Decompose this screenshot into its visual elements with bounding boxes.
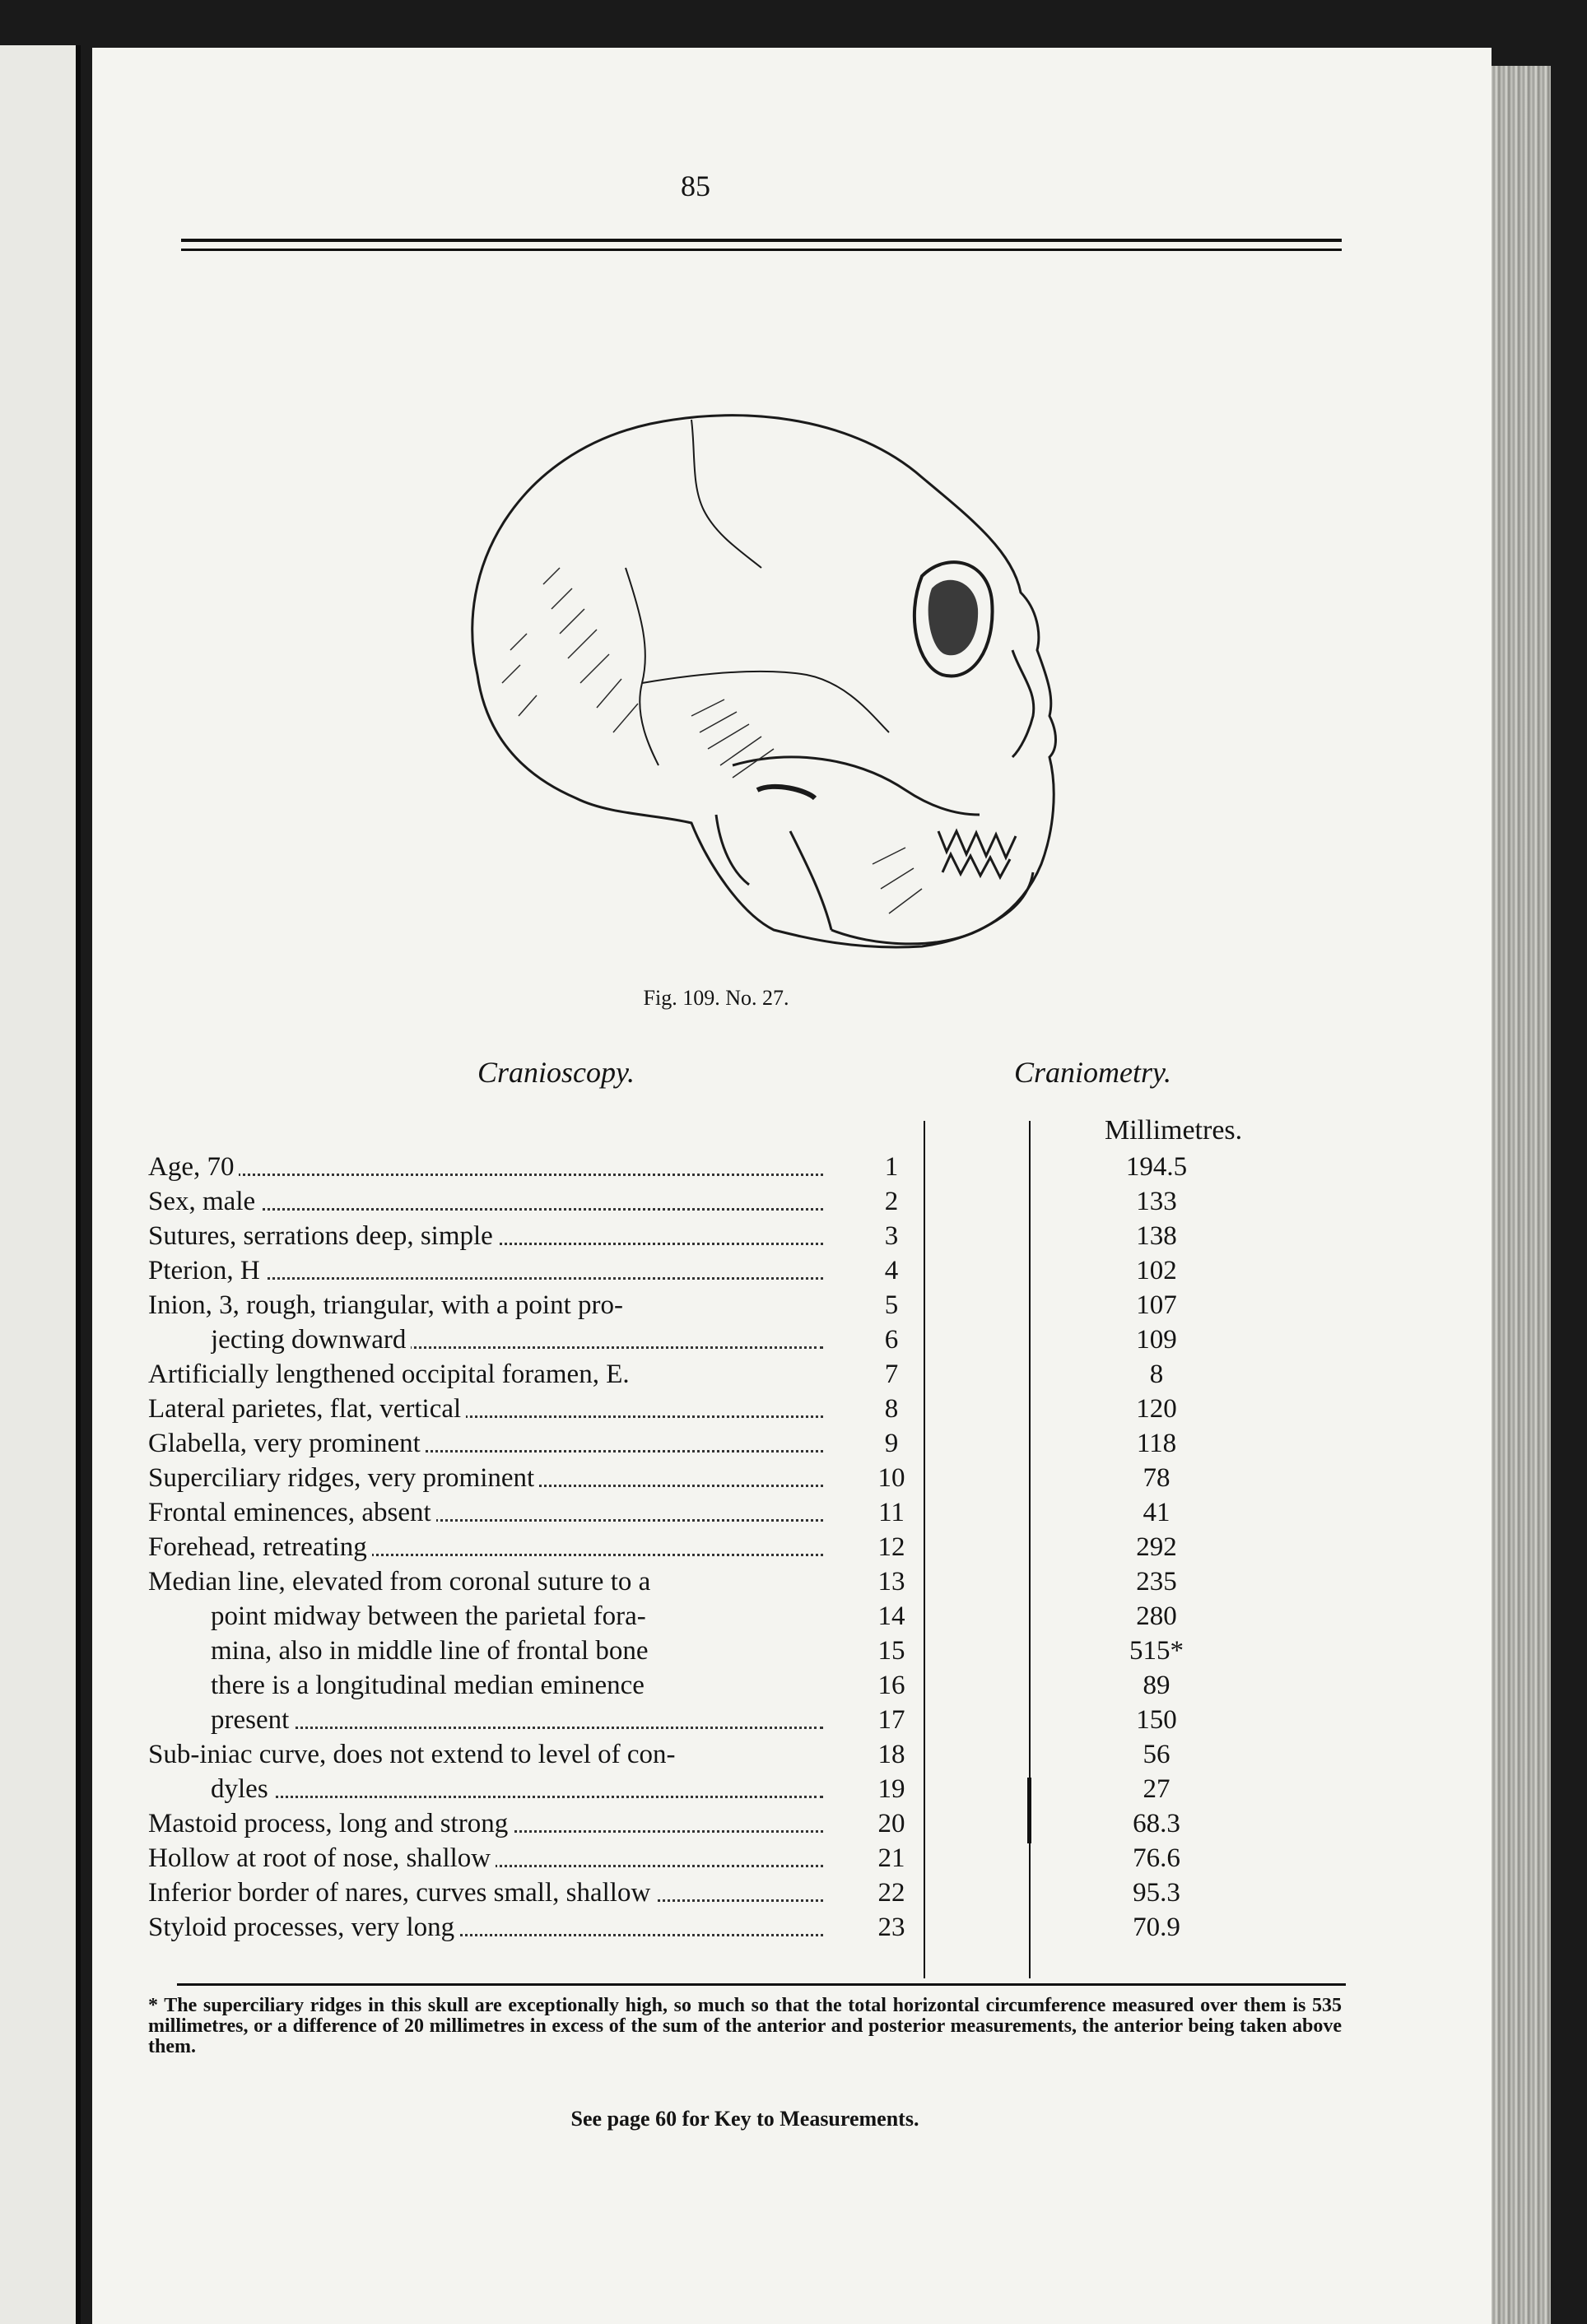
table-row-value: 41 (1143, 1498, 1170, 1527)
footnote-text: * The superciliary ridges in this skull are exceptionally high, so much so that the total horizontal circumference measured over them is 535 millimetres, or a difference of 20 millimetres in excess of the sum of the anterior and posterior measurements, the anterior being taken above them. (148, 1995, 1342, 2057)
table-divider-right (1029, 1121, 1031, 1978)
table-row-value: 95.3 (1133, 1878, 1180, 1908)
table-row-value: 515* (1129, 1636, 1184, 1666)
key-note: See page 60 for Key to Measurements. (570, 2107, 919, 2131)
table-row-text: Inion, 3, rough, triangular, with a point pro- (148, 1288, 823, 1322)
table-row-text: Hollow at root of nose, shallow (148, 1841, 823, 1875)
table-row-text: point midway between the parietal fora- (211, 1599, 823, 1634)
table-row-text: Sex, male (148, 1184, 823, 1219)
table-row-text: Age, 70 (148, 1150, 823, 1184)
table-row-text: Lateral parietes, flat, vertical (148, 1392, 823, 1426)
table-row-value: 102 (1136, 1256, 1177, 1285)
table-row-value: 76.6 (1133, 1843, 1180, 1873)
table-row-text: Sutures, serrations deep, simple (148, 1219, 823, 1253)
table-row-value: 70.9 (1133, 1913, 1180, 1942)
table-row-value: 133 (1136, 1187, 1177, 1216)
table-row-number: 3 (884, 1221, 899, 1251)
book-page-edges (1492, 66, 1551, 2324)
table-row-number: 18 (877, 1740, 905, 1769)
table-row-value: 235 (1136, 1567, 1177, 1597)
figure-caption: Fig. 109. No. 27. (643, 986, 789, 1010)
table-row-text: Median line, elevated from coronal suture to a (148, 1564, 823, 1599)
table-row-text: Forehead, retreating (148, 1530, 823, 1564)
table-row-number: 22 (877, 1878, 905, 1908)
table-row-value: 68.3 (1133, 1809, 1180, 1838)
table-row-number: 13 (877, 1567, 905, 1597)
table-row-text: Styloid processes, very long (148, 1910, 823, 1945)
table-row-value: 89 (1143, 1671, 1170, 1700)
table-row-number: 21 (877, 1843, 905, 1873)
table-row-text: Sub-iniac curve, does not extend to level of con- (148, 1737, 823, 1772)
header-rule-top (181, 239, 1342, 242)
table-row-value: 109 (1136, 1325, 1177, 1355)
table-row-text: Artificially lengthened occipital foramen, E. (148, 1357, 823, 1392)
table-row-text: mina, also in middle line of frontal bone (211, 1634, 823, 1668)
table-row-value: 120 (1136, 1394, 1177, 1424)
table-row-number: 23 (877, 1913, 905, 1942)
table-row-number: 9 (884, 1429, 899, 1458)
table-row-number: 8 (884, 1394, 899, 1424)
table-row-text: present (211, 1703, 823, 1737)
table-row-value: 78 (1143, 1463, 1170, 1493)
table-row-number: 4 (884, 1256, 899, 1285)
table-row-number: 15 (877, 1636, 905, 1666)
table-row-number: 19 (877, 1774, 905, 1804)
footnote-rule (177, 1983, 1346, 1986)
table-row-number: 6 (884, 1325, 899, 1355)
table-row-text: Superciliary ridges, very prominent (148, 1461, 823, 1495)
table-row-value: 27 (1143, 1774, 1170, 1804)
table-row-number: 14 (877, 1601, 905, 1631)
table-divider-left (924, 1121, 925, 1978)
table-row-text: Mastoid process, long and strong (148, 1806, 823, 1841)
table-row-value: 118 (1136, 1429, 1177, 1458)
table-row-text: Glabella, very prominent (148, 1426, 823, 1461)
table-row-text: there is a longitudinal median eminence (211, 1668, 823, 1703)
table-row-number: 12 (877, 1532, 905, 1562)
table-row-number: 10 (877, 1463, 905, 1493)
table-row-value: 107 (1136, 1290, 1177, 1320)
table-row-text: Pterion, H (148, 1253, 823, 1288)
units-label: Millimetres. (1105, 1115, 1243, 1146)
skull-icon (444, 403, 1087, 996)
table-row-value: 280 (1136, 1601, 1177, 1631)
craniometry-heading: Craniometry. (1014, 1056, 1172, 1089)
table-row-number: 2 (884, 1187, 899, 1216)
table-divider-mark (1027, 1778, 1031, 1843)
table-row-value: 194.5 (1125, 1152, 1188, 1182)
table-row-text: Inferior border of nares, curves small, shallow (148, 1875, 823, 1910)
facing-page-edge (0, 45, 81, 2324)
table-row-text: jecting downward (211, 1322, 823, 1357)
table-row-value: 56 (1143, 1740, 1170, 1769)
table-row-value: 8 (1149, 1360, 1164, 1389)
table-row-text: Frontal eminences, absent (148, 1495, 823, 1530)
cranioscopy-heading: Cranioscopy. (477, 1056, 635, 1089)
table-row-value: 138 (1136, 1221, 1177, 1251)
table-row-number: 20 (877, 1809, 905, 1838)
table-row-value: 292 (1136, 1532, 1177, 1562)
table-row-number: 11 (878, 1498, 905, 1527)
table-row-value: 150 (1136, 1705, 1177, 1735)
table-row-number: 1 (884, 1152, 899, 1182)
header-rule-bottom (181, 249, 1342, 251)
page-number: 85 (681, 170, 710, 202)
table-row-number: 17 (877, 1705, 905, 1735)
table-row-number: 5 (884, 1290, 899, 1320)
table-row-number: 16 (877, 1671, 905, 1700)
table-row-text: dyles (211, 1772, 823, 1806)
table-row-number: 7 (884, 1360, 899, 1389)
